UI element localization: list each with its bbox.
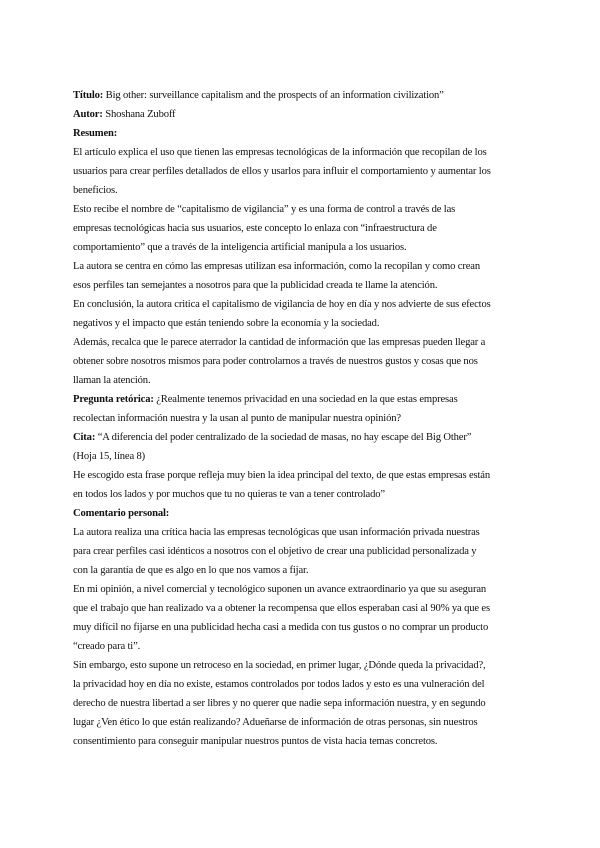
text-line: usuarios para crear perfiles detallados de ellos y usarlos para influir el comportamiento y aumentar los <box>73 166 491 177</box>
text-line: derecho de nuestra libertad a ser libres y no querer que nadie sepa información nuestra, y en segundo <box>73 698 486 709</box>
text-line: esos perfiles tan semejantes a nosotros para que la publicidad creada te llame la atención. <box>73 280 438 291</box>
author-label: Autor: <box>73 109 103 120</box>
summary-paragraph-3 <box>73 257 528 295</box>
author-value: Shoshana Zuboff <box>102 109 176 120</box>
text-line: Además, recalca que le parece aterrador la cantidad de información que las empresas pueden llegar a <box>73 337 486 348</box>
text-line: lugar ¿Ven ético lo que están realizando? Adueñarse de información de otras personas, sin nuestros <box>73 717 478 728</box>
text-line: negativos y el impacto que están teniendo sobre la economía y la sociedad. <box>73 318 380 329</box>
rhetorical-line-1 <box>73 390 528 409</box>
text-line: Sin embargo, esto supone un retroceso en la sociedad, en primer lugar, ¿Dónde queda la privacidad?, <box>73 660 486 671</box>
text-line: El artículo explica el uso que tienen las empresas tecnológicas de la información que recopilan de los <box>73 147 487 158</box>
title-line <box>73 86 528 105</box>
text-line: la privacidad hoy en día no existe, estamos controlados por todos lados y esto es una vulneración del <box>73 679 485 690</box>
rhetorical-line-2: recolectan información nuestra y la usan al punto de manipular nuestra opinión? <box>73 413 401 424</box>
text-line: La autora se centra en cómo las empresas utilizan esa información, como la recopilan y como crean <box>73 261 480 272</box>
title-value: Big other: surveillance capitalism and the prospects of an information civilization” <box>103 90 444 101</box>
title-label: Título: <box>73 90 104 101</box>
rhetorical-question <box>73 390 528 428</box>
quote-text: “A diferencia del poder centralizado de la sociedad de masas, no hay escape del Big Other” <box>95 432 472 443</box>
text-line: llaman la atención. <box>73 375 151 386</box>
rhetorical-text: ¿Realmente tenemos privacidad en una sociedad en la que estas empresas <box>153 394 458 405</box>
summary-paragraph-2 <box>73 200 528 257</box>
text-line: En mi opinión, a nivel comercial y tecnológico suponen un avance extraordinario ya que su aseguran <box>73 584 487 595</box>
text-line: obtener sobre nosotros mismos para poder controlarnos a través de nuestros gustos y cosas que nos <box>73 356 478 367</box>
quote-line-1 <box>73 428 528 447</box>
summary-heading: Resumen: <box>73 128 118 139</box>
text-line: consentimiento para conseguir manipular nuestros puntos de vista hacia temas concretos. <box>73 736 438 747</box>
comment-paragraph-1 <box>73 523 528 580</box>
summary-paragraph-4 <box>73 295 528 333</box>
comment-heading: Comentario personal: <box>73 508 170 519</box>
text-line: con la garantía de que es algo en lo que nos vamos a fijar. <box>73 565 309 576</box>
text-line: “creado para ti”. <box>73 641 141 652</box>
text-line: Esto recibe el nombre de “capitalismo de vigilancia” y es una forma de control a través de las <box>73 204 456 215</box>
summary-paragraph-1 <box>73 143 528 200</box>
text-line: La autora realiza una crítica hacia las empresas tecnológicas que usan información privada nuestras <box>73 527 480 538</box>
text-line: muy difícil no fijarse en una publicidad hecha casi a medida con tus gustos o no comprar un producto <box>73 622 489 633</box>
quote-label: Cita: <box>73 432 96 443</box>
quote-reference: (Hoja 15, línea 8) <box>73 451 146 462</box>
text-line: beneficios. <box>73 185 118 196</box>
text-line: comportamiento” que a través de la inteligencia artificial manipula a los usuarios. <box>73 242 407 253</box>
author-line <box>73 105 528 124</box>
comment-paragraph-3 <box>73 656 528 751</box>
rhetorical-label: Pregunta retórica: <box>73 394 154 405</box>
document-page <box>73 86 528 751</box>
comment-paragraph-2 <box>73 580 528 656</box>
text-line: para crear perfiles casi idénticos a nosotros con el objetivo de crear una publicidad personalizada y <box>73 546 477 557</box>
summary-paragraph-5 <box>73 333 528 390</box>
text-line: que el trabajo que han realizado va a obtener la recompensa que ellos esperaban casi al 90% ya que es <box>73 603 490 614</box>
text-line: He escogido esta frase porque refleja muy bien la idea principal del texto, de que estas empresas están <box>73 470 490 481</box>
quote-section <box>73 428 528 504</box>
text-line: en todos los lados y por muchos que tu no quieras te van a tener controlado” <box>73 489 385 500</box>
text-line: empresas tecnológicas hacia sus usuarios, este concepto lo enlaza con “infraestructura de <box>73 223 437 234</box>
text-line: En conclusión, la autora critica el capitalismo de vigilancia de hoy en día y nos advierte de sus efectos <box>73 299 491 310</box>
